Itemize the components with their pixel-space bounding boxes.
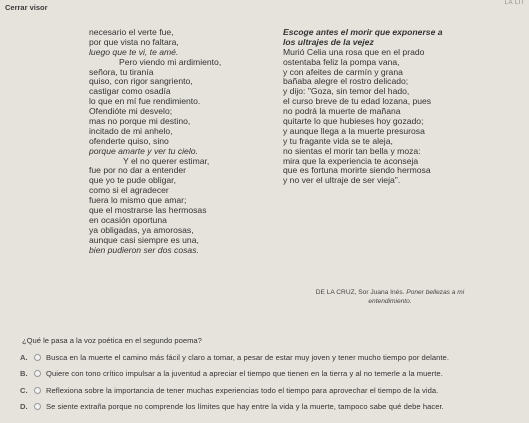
poem-line: que es fortuna morirte siendo hermosa xyxy=(283,165,431,176)
poem-line: Ofendióte mi desvelo; xyxy=(89,106,173,117)
poem-line: porque amarte y ver tu cielo. xyxy=(89,145,198,156)
radio-button[interactable] xyxy=(34,403,41,410)
poem-line: que yo te pude obligar, xyxy=(89,175,176,186)
option-c[interactable] xyxy=(20,386,520,397)
radio-button[interactable] xyxy=(34,354,41,361)
option-text: Quiere con tono crítico impulsar a la juventud a apreciar el tiempo que tienen en la tierra y al no temerle a la muerte. xyxy=(46,369,443,378)
poem-line: bien pudieron ser dos cosas. xyxy=(89,244,199,255)
option-a[interactable] xyxy=(20,353,520,364)
poem-line: el curso breve de tu edad lozana, pues xyxy=(283,96,432,107)
credit-author: DE LA CRUZ, Sor Juana Inés. xyxy=(315,289,405,296)
radio-button[interactable] xyxy=(34,387,41,394)
poem-line: quitarte lo que hubieses hoy gozado; xyxy=(283,116,424,127)
poem-line: bañaba alegre el rostro delicado; xyxy=(283,76,409,87)
credit-work-2: entendimiento. xyxy=(368,298,412,305)
option-b[interactable] xyxy=(20,369,520,380)
poem-line: y aunque llega a la muerte presurosa xyxy=(283,125,425,136)
close-viewer-button[interactable]: Cerrar visor xyxy=(5,3,48,12)
option-letter: C. xyxy=(20,386,28,395)
poem-line: no sientas el morir tan bella y moza: xyxy=(283,145,421,156)
poem-right-column xyxy=(283,28,473,186)
option-letter: A. xyxy=(20,353,28,362)
poem-line: como si el agradecer xyxy=(89,185,169,196)
poem-line: ofenderte quiso, sino xyxy=(89,135,169,146)
poem-line: en ocasión oportuna xyxy=(89,214,167,225)
poem-line: y tu fragante vida se te aleja, xyxy=(283,135,393,146)
option-d[interactable] xyxy=(20,402,520,413)
poem-line: Murió Celia una rosa que en el prado xyxy=(283,46,425,57)
poem-left-column xyxy=(89,28,269,255)
poem-line: lo que en mí fue rendimiento. xyxy=(89,96,201,107)
option-text: Busca en la muerte el camino más fácil y claro a tomar, a pesar de estar muy joven y tener mucho tiempo por delante. xyxy=(46,353,449,362)
poem-title: Escoge antes el morir que exponerse a xyxy=(283,27,443,37)
poem-line: Pero viendo mi ardimiento, xyxy=(119,56,222,67)
poem-line: y no ver el ultraje de ser vieja". xyxy=(283,175,401,186)
poem-title-line-2: los ultrajes de la vejez xyxy=(283,36,374,47)
poem-line: y con afeites de carmín y grana xyxy=(283,66,403,77)
poem-line: quiso, con rigor sangriento, xyxy=(89,76,193,87)
poem-line: por que vista no faltara, xyxy=(89,36,179,47)
radio-button[interactable] xyxy=(34,370,41,377)
poem-line: fuera lo mismo que amar; xyxy=(89,195,187,206)
credit-work: Poner bellezas a mi xyxy=(406,289,465,296)
option-letter: B. xyxy=(20,369,28,378)
poem-line: mira que la experiencia te aconseja xyxy=(283,155,419,166)
poem-line: ya obligadas, ya amorosas, xyxy=(89,224,194,235)
poem-line: Y el no querer estimar, xyxy=(123,155,210,166)
viewer-toolbar xyxy=(0,0,529,16)
poem-line: que el mostrarse las hermosas xyxy=(89,205,207,216)
option-letter: D. xyxy=(20,402,28,411)
poem-line: castigar como osadía xyxy=(89,86,171,97)
poem-credit xyxy=(300,288,480,306)
poem-line: incitado de mi anhelo, xyxy=(89,125,173,136)
corner-label: LA LIT xyxy=(504,0,525,6)
poem-line: señora, tu tiranía xyxy=(89,66,154,77)
poem-line: ostentaba feliz la pompa vana, xyxy=(283,56,400,67)
poem-line: aunque casi siempre es una, xyxy=(89,234,199,245)
option-text: Reflexiona sobre la importancia de tener muchas experiencias todo el tiempo para aprovechar el tiempo de la vida. xyxy=(46,386,439,395)
question-text: ¿Qué le pasa a la voz poética en el segundo poema? xyxy=(22,336,202,345)
poem-line: luego que te vi, te amé. xyxy=(89,46,179,57)
poem-line: y dijo: "Goza, sin temor del hado, xyxy=(283,86,410,97)
poem-line: mas no porque mi destino, xyxy=(89,116,191,127)
poem-line: necesario el verte fue, xyxy=(89,27,174,37)
poem-line: fue por no dar a entender xyxy=(89,165,186,176)
poem-line: no podrá la muerte de mañana xyxy=(283,106,401,117)
option-text: Se siente extraña porque no comprende los límites que hay entre la vida y la muerte, tampoco sabe qué debe hacer. xyxy=(46,402,444,411)
